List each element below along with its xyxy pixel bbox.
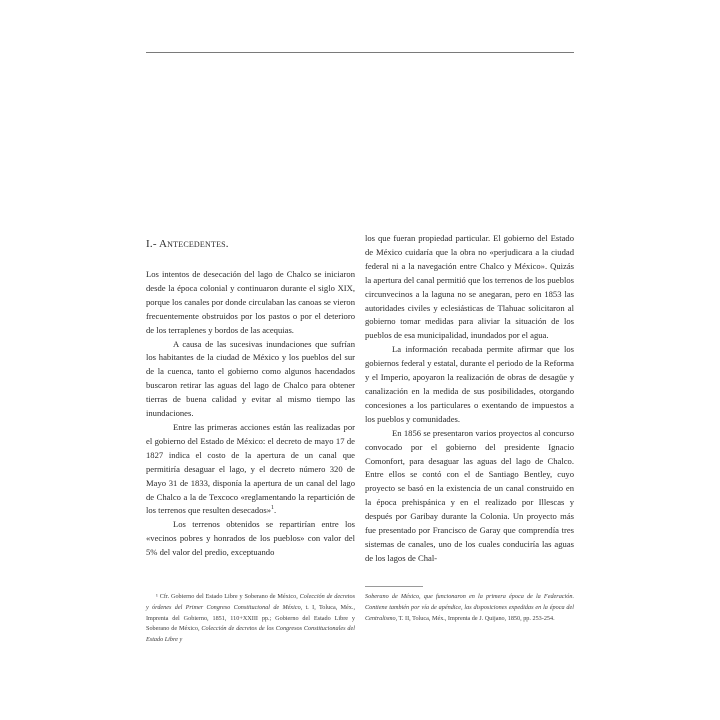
footnote-separator bbox=[365, 586, 423, 587]
footnote-text: , t. I, Toluca, Méx., Imprenta del Gobierno, 1851, 110+XXIII pp.; Gobierno del Estado Libre y Soberano de México, bbox=[146, 603, 355, 633]
paragraph-text: Entre las primeras acciones están las realizadas por el gobierno del Estado de México: el decreto de mayo 17 de 1827 indica el costo de la apertura de un canal que permitiría desaguar el lago, y el decreto número 320 de Mayo 31 de 1833, disponía la apertura de un canal del lago de Chalco a la de Texcoco «reglamentando la repartición de los terrenos que resulten desecados» bbox=[146, 421, 355, 516]
footnote-title: Colección de decretos de los Congresos Constitucionales del Estado Libre y bbox=[146, 625, 355, 644]
paragraph bbox=[146, 518, 355, 560]
footnote-text: , T. II, Toluca, Méx., Imprenta de J. Quijano, 1850, pp. 253-254. bbox=[395, 614, 555, 622]
paragraph-text: Los terrenos obtenidos se repartirían entre los «vecinos pobres y honrados de los pueblos» con valor del 5% del valor del predio, exceptuando bbox=[146, 519, 355, 558]
paragraph-text: Los intentos de desecación del lago de Chalco se iniciaron desde la época colonial y continuaron durante el siglo XIX, porque los canales por donde circulaban las canoas se vieron frecuentemente obstruidos por los pastos o por el deterioro de los terraplenes y bordos de las acequias. bbox=[146, 269, 355, 335]
paragraph-text: A causa de las sucesivas inundaciones que sufrían los habitantes de la ciudad de México y los pueblos del sur de la cuenca, tanto el gobierno como algunos hacendados buscaron retirar las aguas del lago de Chalco para obtener tierras de buena calidad y evitar al mismo tiempo las inundaciones. bbox=[146, 338, 355, 419]
paragraph-text: los que fueran propiedad particular. El gobierno del Estado de México cuidaría que la obra no «perjudicara a la ciudad federal ni a la navegación entre Chalco y México». Quizás la apertura del canal permitió que los terrenos de los pueblos circunvecinos a la laguna no se anegaran, pero en 1853 las autoridades civiles y eclesiásticas de Tlahuac solicitaron al gobierno tomar medidas para aliviar la situación de los pueblos de esa municipalidad, inundados por el agua. bbox=[365, 233, 574, 341]
footnote-title: Colección de decretos y órdenes del Primer Congreso Constitucional de México bbox=[146, 593, 355, 611]
footnote-title: Soberano de México, que funcionaron en la primera época de la Federación. Contiene también por vía de apéndice, las disposiciones expedidas en la época del Centralismo bbox=[365, 593, 574, 622]
paragraph bbox=[146, 268, 355, 338]
footnote-text: ¹ Cfr. Gobierno del Estado Libre y Soberano de México, bbox=[156, 593, 300, 600]
left-column bbox=[146, 232, 355, 560]
paragraph-text: La información recabada permite afirmar que los gobiernos federal y estatal, durante el periodo de la Reforma y el Imperio, apoyaron la realización de obras de desagüe y canalización en la medida de sus posibilidades, otorgando concesiones a los particulares o exentando de impuestos a los pueblos y comunidades. bbox=[365, 344, 574, 424]
paragraph bbox=[365, 232, 574, 343]
paragraph bbox=[365, 343, 574, 426]
paragraph: Entre las primeras acciones están las realizadas por el gobierno del Estado de México: el decreto de mayo 17 de 1827 indica el costo de la apertura de un canal que permitiría desaguar el lago, y el decreto número 320 de Mayo 31 de 1833, disponía la apertura de un canal del lago de Chalco a la de Texcoco «reglamentando la repartición de los terrenos que resulten desecados»$^1$. bbox=[146, 421, 355, 516]
footnote-right bbox=[365, 592, 574, 624]
paragraph bbox=[146, 338, 355, 421]
paragraph bbox=[365, 427, 574, 566]
footnote-marker[interactable]: 1 bbox=[271, 505, 275, 512]
header-rule bbox=[146, 52, 574, 53]
right-column bbox=[365, 232, 574, 566]
footnote-left bbox=[146, 592, 355, 646]
paragraph-text: En 1856 se presentaron varios proyectos al concurso convocado por el gobierno del presidente Ignacio Comonfort, para desaguar las aguas del lago de Chalco. Entre ellos se contó con el de Santiago Bentley, cuyo proyecto se basó en la existencia de un canal construido en la época prehispánica y en el realizado por Illescas y después por Garibay durante la Colonia. Un proyecto más fue presentado por Francisco de Garay que comprendía tres sistemas de canales, uno de los cuales conduciría las aguas de los lagos de Chal- bbox=[365, 427, 574, 563]
section-heading: I.- Antecedentes. bbox=[146, 238, 229, 250]
